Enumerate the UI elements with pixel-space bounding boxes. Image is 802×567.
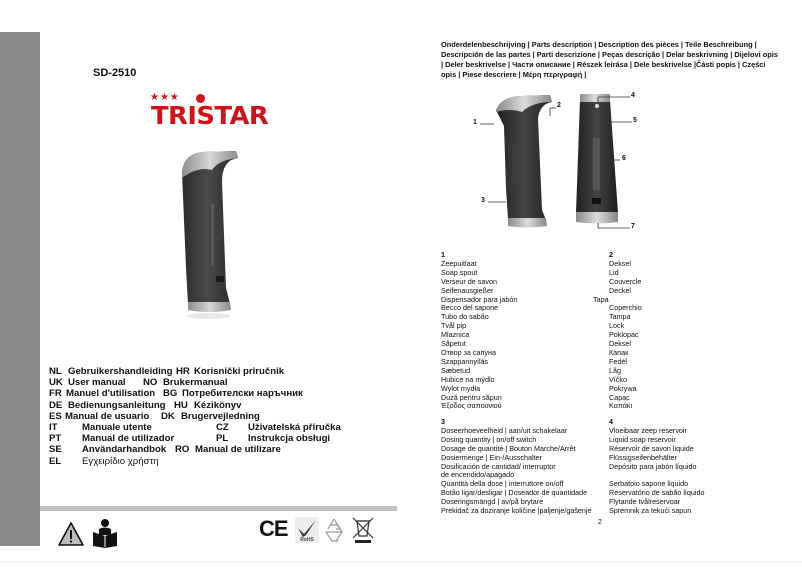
brand-name: TRISTAR [151,101,269,130]
parts-list-1 [441,251,517,411]
lang-title: Användarhandbok [82,444,167,456]
part-name: Prekidač za doziranje količine |paljenje/gašenje [441,506,592,516]
part-name: Couvercle [609,276,642,286]
part-name: Mlaznica [441,330,470,340]
lang-code: IT [49,421,58,433]
part-name: Såpetut [441,339,466,349]
part-name: Tampa [609,312,631,322]
lang-title: Instrukcja obsługi [248,433,331,445]
part-number: 1 [441,250,445,259]
lang-code: EL [49,455,62,467]
part-name: Dispensador para jabón [441,294,518,304]
lang-title: Manual de usuario [65,410,150,422]
part-name: Dosing quantity | on/off switch [441,434,537,444]
part-name: Καπάκι [609,401,633,411]
lang-title: Gebruikershandleiding [68,366,173,377]
part-name: Flüssigseifenbehälter [609,452,677,462]
part-name: Quantità della dose | interruttore on/off [441,479,564,489]
lang-code: SE [49,444,62,456]
divider [40,506,397,511]
part-name: Deksel [609,258,631,268]
part-name: Капак [609,347,629,357]
lang-code: PL [216,433,229,445]
part-name: Wylot mydła [441,383,481,393]
part-name: Dosage de quantité | Bouton Marche/Arrêt [441,443,576,453]
dispenser-diagram-image [462,88,662,238]
part-name: Deksel [609,339,631,349]
lang-title: Brugervejledning [181,410,260,422]
part-name: Duză pentru săpun [441,392,502,402]
parts-list-3 [441,418,592,516]
part-name: Doseringsmängd | av/på brytare [441,497,544,507]
warning-icon [58,521,84,547]
part-name: Pokrywa [609,383,637,393]
part-name: Flytande tvålreservoar [609,497,681,507]
part-number: 2 [609,250,613,259]
rohs-icon [295,517,319,543]
lang-code: ES [49,410,62,422]
part-name: Tubo do sabão [441,312,489,322]
part-name: Spremnik za tekući sapun [609,506,692,516]
callout-6: 6 [622,155,626,162]
part-name: Capac [609,392,630,402]
lang-title: User manual [68,377,126,389]
recycle-icon [322,517,346,543]
brand-logo [150,93,285,131]
part-name: Fedél [609,356,627,366]
lang-title: Brukermanual [163,377,228,389]
part-name: Dosificación de cantidad/ interruptor [441,461,556,471]
lang-code: NL [49,366,62,377]
lang-title: Manual de utilizare [195,444,281,456]
part-name: Deckel [609,285,631,295]
lang-code: BG [163,388,178,400]
ce-mark-icon: CE [259,516,288,541]
part-name: Έξοδος σαπουνιού [441,401,502,411]
lang-code: DE [49,399,63,411]
part-number: 3 [441,417,445,426]
lang-code: DK [161,410,175,422]
part-name: Depósito para jabón líquido [609,461,697,471]
part-name: Réservoir de savon liquide [609,443,694,453]
part-name: Víčko [609,374,627,384]
callout-3: 3 [481,197,485,204]
lang-title: Manuel d'utilisation [66,388,156,400]
product-image-soap-dispenser [178,148,248,323]
lang-title: Потребителски наръчник [182,388,303,400]
part-name: Отвор за сапуна [441,347,496,357]
part-name: Poklopac [609,330,639,340]
part-name: Hubice na mýdlo [441,374,495,384]
part-name: Serbatoio sapone liquido [609,479,689,489]
callout-5: 5 [633,117,637,124]
part-name: Doseerhoeveelheid | aan/uit schakelaar [441,425,568,435]
lang-code: RO [175,444,190,456]
lang-code: HU [174,399,188,411]
part-name: Coperchio [609,303,642,313]
weee-bin-icon [351,516,375,544]
lang-title: Kézikönyv [194,399,242,411]
callout-7: 7 [631,223,635,230]
part-name: Seifenausgießer [441,285,494,295]
part-name: Vloeibaar zeep reservoir [609,425,687,435]
callout-4: 4 [631,92,635,99]
part-name: Botão ligar/desligar | Doseador de quantidade [441,488,588,498]
part-name: Sæbetud [441,365,471,375]
part-name: Lid [609,267,619,277]
read-manual-icon [91,518,119,548]
part-name: de encendido/apagado [441,470,515,480]
lang-code: NO [143,377,158,389]
part-name: Tvål pip [441,321,467,331]
callout-1: 1 [473,119,477,126]
part-name: Szappannyílás [441,356,489,366]
page-edge-bar [0,32,40,546]
lang-title: Uživatelská příručka [248,421,341,433]
parts-description-heading: Onderdelenbeschrijving | Parts description | Description des pièces | Teile Beschreibung | Descripción de las partes | Parti descrizione | Peças descrição | Delar beskrivning | Dijelovi opis | Deler beskrivelse | Части описание | Részek leírása | Dele beskrivelse |Části popis | Części opis | Piese descriere | Μέρη περιγραφή | [441,40,778,79]
lang-code: PT [49,433,62,445]
lang-code: HR [176,366,190,377]
lang-code: CZ [216,421,229,433]
parts-diagram [462,88,662,238]
model-number: SD-2510 [93,67,137,79]
part-number: 4 [609,417,613,426]
part-name: Soap spout [441,267,478,277]
part-name: Zeepuitlaat [441,258,477,268]
lang-title: Εγχειρίδιο χρήστη [82,455,159,467]
lang-code: UK [49,377,63,389]
lang-title: Manual de utilizador [82,433,175,445]
part-name: Liquid soap reservoir [609,434,676,444]
lang-title: Manuale utente [82,421,152,433]
parts-list-4 [609,418,705,516]
lang-code: FR [49,388,62,400]
part-name: Dosiermenge | Ein-/Ausschalter [441,452,542,462]
page-number: 2 [598,519,602,526]
callout-2: 2 [557,102,561,109]
part-name: Becco del sapone [441,303,499,313]
part-name: Verseur de savon [441,276,497,286]
lang-title: Korisnički priručnik [194,366,285,377]
parts-list-2 [593,250,642,411]
part-name: Låg [609,365,621,375]
svg-text:RoHS: RoHS [300,537,314,543]
page-edge-line [0,562,802,563]
lang-title: Bedienungsanleitung [68,399,166,411]
part-name: Reservatório de sabão líquido [609,488,705,498]
part-name: Lock [609,321,625,331]
logo-stars-icon: ★★★ [150,92,180,103]
part-name: Tapa [593,294,609,304]
